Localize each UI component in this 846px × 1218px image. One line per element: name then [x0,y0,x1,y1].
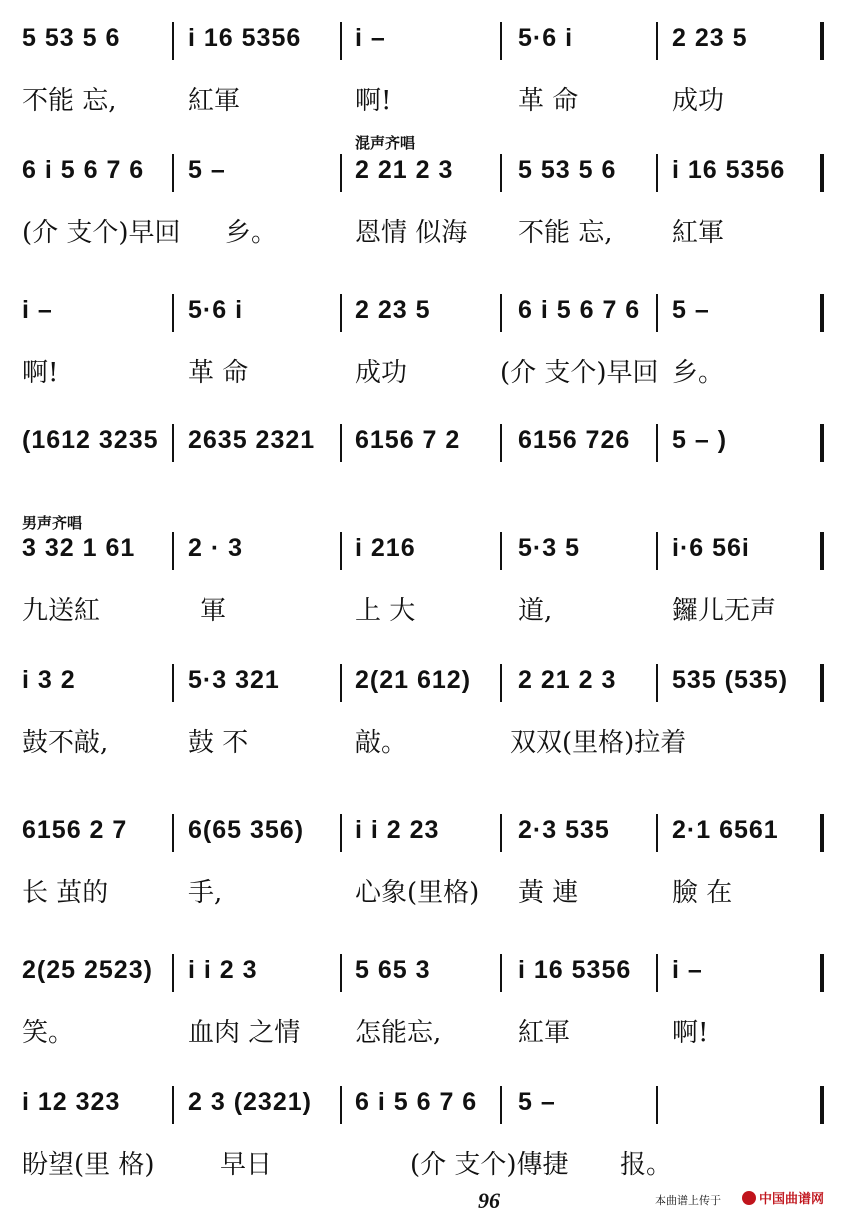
page-number: 96 [478,1188,500,1213]
bar-line [820,814,824,852]
bar-line [656,954,658,992]
notation-line [0,810,846,850]
measure-notes: 6156 2 7 [22,816,128,844]
bar-line [820,664,824,702]
bar-line [820,22,824,60]
lyric-text: 敲。 [355,728,408,758]
measure-notes: 2635 2321 [188,426,316,454]
bar-line [820,424,824,462]
lyric-text: 革 命 [188,358,249,388]
bar-line [820,1086,824,1124]
bar-line [656,664,658,702]
measure-notes: i 12 323 [22,1088,121,1116]
measure-notes: i 3 2 [22,666,76,694]
male-chorus-label: 男声齐唱 [22,514,83,532]
bar-line [820,154,824,192]
measure-notes: i – [22,296,53,324]
measure-notes: 5 – [188,156,226,184]
measure-notes: 6 i 5 6 7 6 [22,156,145,184]
bar-line [500,814,502,852]
measure-notes: 5 – [672,296,710,324]
lyric-text: 軍 [200,596,227,626]
bar-line [820,532,824,570]
lyric-text: 恩情 似海 [355,218,468,248]
mixed-chorus-label: 混声齐唱 [355,134,416,152]
bar-line [172,424,174,462]
bar-line [500,664,502,702]
lyric-text: 成功 [355,358,408,388]
measure-notes: 2 21 2 3 [355,156,454,184]
lyric-text: 啊! [672,1018,709,1048]
bar-line [500,532,502,570]
notation-line [0,420,846,460]
bar-line [656,294,658,332]
measure-notes: (1612 3235 [22,426,159,454]
lyric-text: 鑼儿无声 [672,596,777,626]
measure-notes: i i 2 23 [355,816,440,844]
measure-notes: i 16 5356 [188,24,302,52]
measure-notes: 5·6 i [188,296,244,324]
bar-line [500,424,502,462]
bar-line [656,424,658,462]
measure-notes: 3 32 1 61 [22,534,136,562]
bar-line [656,22,658,60]
bar-line [500,22,502,60]
bar-line [500,154,502,192]
lyric-text: 成功 [672,86,725,116]
site-logo [742,1188,824,1207]
bar-line [340,424,342,462]
bar-line [172,814,174,852]
bar-line [340,1086,342,1124]
bar-line [340,954,342,992]
notation-line [0,950,846,990]
bar-line [172,532,174,570]
lyric-text: 双双(里格)拉着 [510,728,687,758]
source-note: 本曲谱上传于 [655,1194,721,1207]
lyric-text: 不能 忘, [22,86,117,116]
notation-line [0,528,846,568]
lyric-text: 乡。 [672,358,725,388]
bar-line [172,22,174,60]
lyric-text: 鼓 不 [188,728,249,758]
measure-notes: 2(25 2523) [22,956,153,984]
notation-line [0,660,846,700]
lyric-text: 紅軍 [672,218,725,248]
measure-notes: 2 3 (2321) [188,1088,312,1116]
measure-notes: 2 23 5 [355,296,431,324]
notation-line [0,290,846,330]
measure-notes: i 216 [355,534,416,562]
measure-notes: i i 2 3 [188,956,258,984]
logo-icon [742,1191,756,1205]
measure-notes: i 16 5356 [672,156,786,184]
notation-line [0,18,846,58]
measure-notes: 535 (535) [672,666,789,694]
measure-notes: 5·6 i [518,24,574,52]
measure-notes: i – [355,24,386,52]
measure-notes: 6 i 5 6 7 6 [355,1088,478,1116]
bar-line [500,294,502,332]
lyric-text: (介 支个)早回 [500,358,659,388]
lyric-text: 长 茧的 [22,878,109,908]
lyric-text: 手, [188,878,223,908]
measure-notes: 2 21 2 3 [518,666,617,694]
bar-line [656,814,658,852]
lyric-text: 鼓不敲, [22,728,109,758]
bar-line [656,154,658,192]
measure-notes: 2 23 5 [672,24,748,52]
bar-line [340,532,342,570]
measure-notes: 5 65 3 [355,956,431,984]
measure-notes: 5·3 5 [518,534,580,562]
measure-notes: 5·3 321 [188,666,280,694]
lyric-text: 报。 [620,1150,673,1180]
lyric-text: 笑。 [22,1018,75,1048]
measure-notes: 6(65 356) [188,816,305,844]
measure-notes: i·6 56i [672,534,750,562]
bar-line [656,532,658,570]
measure-notes: i – [672,956,703,984]
lyric-text: 乡。 [225,218,278,248]
lyric-text: 紅軍 [188,86,241,116]
measure-notes: 5 – [518,1088,556,1116]
notation-line [0,150,846,190]
bar-line [656,1086,658,1124]
bar-line [172,664,174,702]
bar-line [172,294,174,332]
lyric-text: 不能 忘, [518,218,613,248]
measure-notes: 2·1 6561 [672,816,779,844]
measure-notes: 5 53 5 6 [22,24,121,52]
bar-line [340,22,342,60]
notation-line [0,1082,846,1122]
measure-notes: 2·3 535 [518,816,610,844]
bar-line [340,294,342,332]
lyric-text: (介 支个)傳捷 [410,1150,569,1180]
lyric-text: (介 支个)早回 [22,218,181,248]
bar-line [172,954,174,992]
bar-line [172,1086,174,1124]
measure-notes: 6 i 5 6 7 6 [518,296,641,324]
lyric-text: 上 大 [355,596,416,626]
bar-line [820,954,824,992]
lyric-text: 盼望(里 格) [22,1150,155,1180]
measure-notes: 6156 726 [518,426,631,454]
bar-line [820,294,824,332]
lyric-text: 紅軍 [518,1018,571,1048]
bar-line [500,1086,502,1124]
measure-notes: i 16 5356 [518,956,632,984]
bar-line [500,954,502,992]
lyric-text: 早日 [220,1150,273,1180]
bar-line [172,154,174,192]
lyric-text: 革 命 [518,86,579,116]
bar-line [340,664,342,702]
lyric-text: 啊! [355,86,392,116]
lyric-text: 啊! [22,358,59,388]
bar-line [340,154,342,192]
lyric-text: 心象(里格) [355,878,480,908]
lyric-text: 黃 連 [518,878,579,908]
measure-notes: 2(21 612) [355,666,472,694]
measure-notes: 5 53 5 6 [518,156,617,184]
lyric-text: 血肉 之情 [188,1018,301,1048]
lyric-text: 道, [518,596,553,626]
lyric-text: 九送紅 [22,596,101,626]
logo-text: 中国曲谱网 [759,1192,825,1207]
lyric-text: 怎能忘, [355,1018,442,1048]
bar-line [340,814,342,852]
measure-notes: 5 – ) [672,426,728,454]
measure-notes: 6156 7 2 [355,426,461,454]
measure-notes: 2 · 3 [188,534,244,562]
lyric-text: 臉 在 [672,878,733,908]
